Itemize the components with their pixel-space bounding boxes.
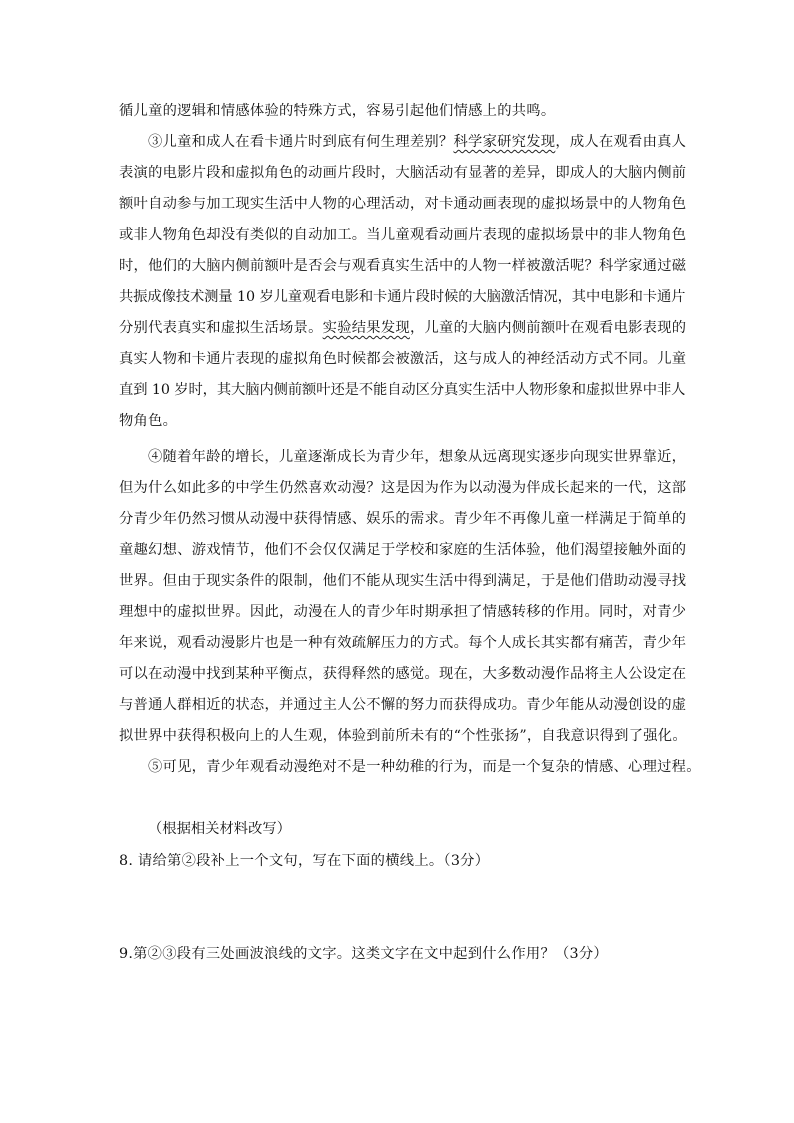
paragraph-3 (119, 127, 687, 437)
p3-line: 共振成像技术测量 10 岁儿童观看电影和卡通片段时候的大脑激活情况，其中电影和卡通片 (119, 289, 686, 305)
wavy-underlined-text: 科学家研究发现 (453, 134, 556, 150)
p4-line: 但为什么如此多的中学生仍然喜欢动漫？这是因为作为以动漫为伴成长起来的一代，这部 (119, 480, 687, 496)
intro-text: 循儿童的逻辑和情感体验的特殊方式，容易引起他们情感上的共鸣。 (119, 103, 556, 119)
p3-line: 直到 10 岁时，其大脑内侧前额叶还是不能自动区分真实生活中人物形象和虚拟世界中非人 (119, 382, 686, 398)
intro-line (119, 96, 679, 127)
p4-line: 理想中的虚拟世界。因此，动漫在人的青少年时期承担了情感转移的作用。同时，对青少 (119, 604, 687, 620)
question-8: 8. 请给第②段补上一个文句，写在下面的横线上。（3分） (119, 853, 490, 869)
wavy-underlined-text: 实验结果发现 (322, 320, 410, 336)
p4-line: 拟世界中获得积极向上的人生观，体验到前所未有的“个性张扬”，自我意识得到了强化。 (119, 728, 687, 744)
p5-line: ⑤可见，青少年观看动漫绝对不是一种幼稚的行为，而是一个复杂的情感、心理过程。 (148, 759, 701, 775)
p4-line: 分青少年仍然习惯从动漫中获得情感、娱乐的需求。青少年不再像儿童一样满足于简单的 (119, 511, 687, 527)
p4-line: 年来说，观看动漫影片也是一种有效疏解压力的方式。每个人成长其实都有痛苦，青少年 (119, 635, 687, 651)
p3-line: 表演的电影片段和虚拟角色的动画片段时，大脑活动有显著的差异，即成人的大脑内侧前 (119, 165, 687, 181)
p3-line: 物角色。 (119, 413, 178, 429)
paragraph-4 (119, 442, 687, 752)
p4-line: 童趣幻想、游戏情节，他们不会仅仅满足于学校和家庭的生活体验，他们渴望接触外面的 (119, 542, 687, 558)
p4-line: 与普通人群相近的状态，并通过主人公不懈的努力而获得成功。青少年能从动漫创设的虚 (119, 697, 687, 713)
p3-line: 分别代表真实和虚拟生活场景。实验结果发现，儿童的大脑内侧前额叶在观看电影表现的 (119, 320, 687, 336)
p3-line: 或非人物角色却没有类似的自动加工。当儿童观看动画片表现的虚拟场景中的非人物角色 (119, 227, 687, 243)
p3-line: ③儿童和成人在看卡通片时到底有何生理差别？科学家研究发现，成人在观看由真人 (148, 134, 687, 150)
paragraph-5 (119, 752, 701, 783)
p4-line: 世界。但由于现实条件的限制，他们不能从现实生活中得到满足，于是他们借助动漫寻找 (119, 573, 687, 589)
p3-line: 额叶自动参与加工现实生活中人物的心理活动，对卡通动画表现的虚拟场景中的人物角色 (119, 196, 687, 212)
p4-line: 可以在动漫中找到某种平衡点，获得释然的感觉。现在，大多数动漫作品将主人公设定在 (119, 666, 687, 682)
p4-line: ④随着年龄的增长，儿童逐渐成长为青少年，想象从远离现实逐步向现实世界靠近， (148, 449, 687, 465)
source-note: （根据相关材料改写） (148, 821, 291, 837)
question-9: 9.第②③段有三处画波浪线的文字。这类文字在文中起到什么作用？（3分） (119, 946, 608, 962)
p3-line: 真实人物和卡通片表现的虚拟角色时候都会被激活，这与成人的神经活动方式不同。儿童 (119, 351, 687, 367)
p3-line: 时，他们的大脑内侧前额叶是否会与观看真实生活中的人物一样被激活呢？科学家通过磁 (119, 258, 687, 274)
